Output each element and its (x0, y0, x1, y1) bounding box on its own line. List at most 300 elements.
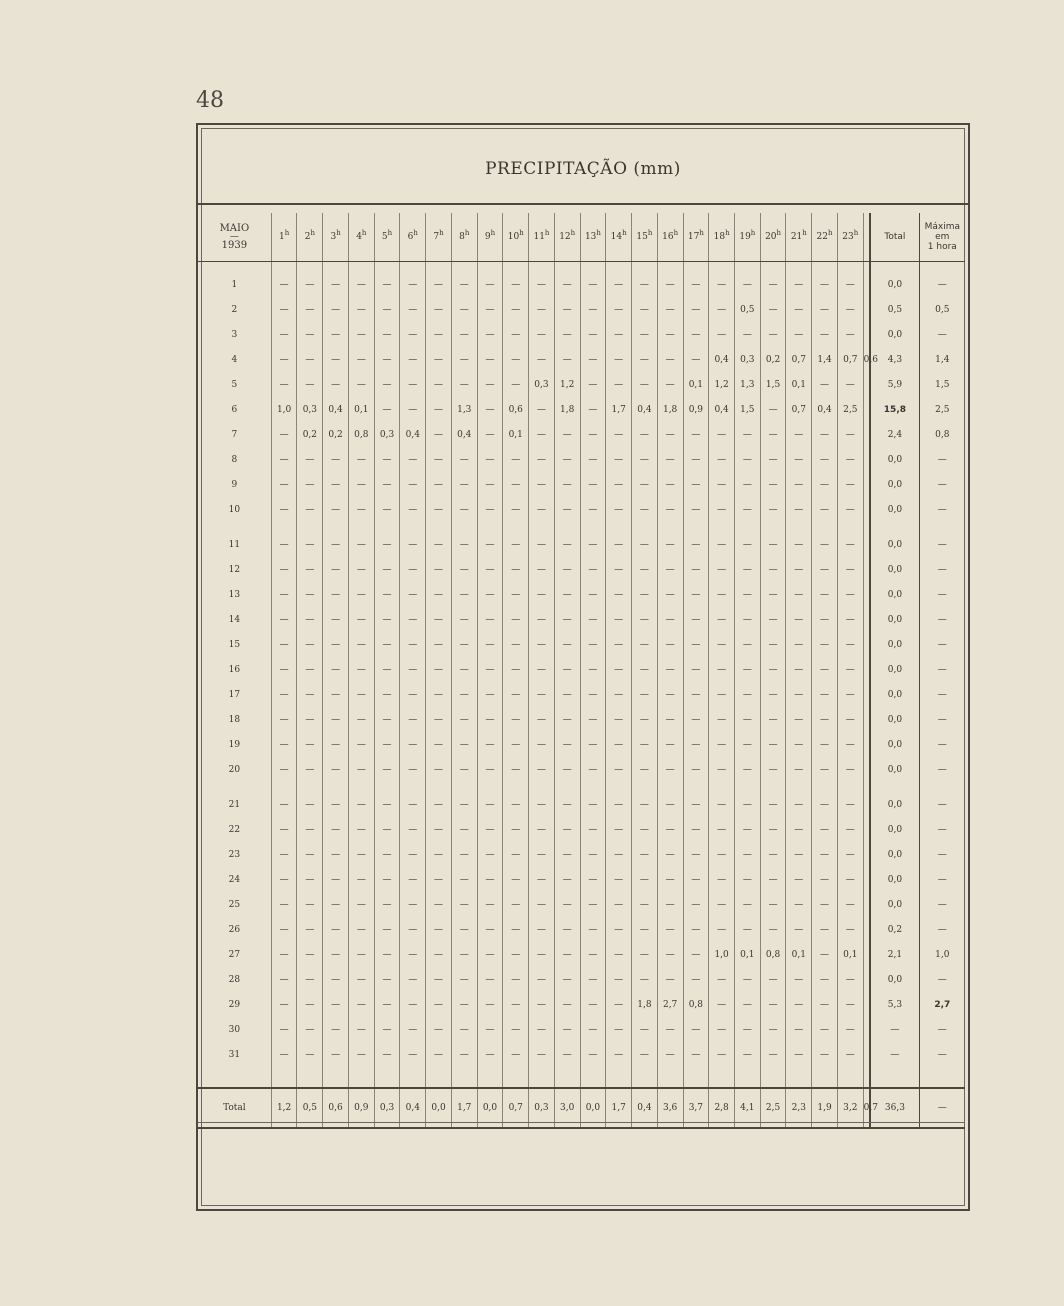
hour-cell: — (657, 757, 683, 782)
hour-cell: — (348, 447, 374, 472)
spacer-cell (426, 782, 452, 792)
row-total-cell: 0,0 (870, 892, 919, 917)
hour-header: 10$^h$ (503, 213, 529, 262)
spacer-cell (529, 782, 555, 792)
hour-header: 4$^h$ (348, 213, 374, 262)
hour-cell: — (348, 532, 374, 557)
hour-cell: — (323, 272, 349, 297)
hour-cell: — (477, 657, 503, 682)
hour-cell: — (271, 992, 297, 1017)
day-column-header (198, 213, 271, 262)
hour-cell: 0,4 (709, 397, 735, 422)
hour-cell: — (529, 967, 555, 992)
hour-cell: — (451, 682, 477, 707)
hour-cell: — (606, 842, 632, 867)
day-cell: 18 (228, 714, 241, 725)
hour-cell: — (683, 447, 709, 472)
hour-cell: 0,4 (632, 397, 658, 422)
spacer-row (198, 782, 965, 792)
hour-cell: — (632, 842, 658, 867)
hour-cell: — (529, 297, 555, 322)
hour-cell: — (374, 682, 400, 707)
table-row (198, 322, 965, 347)
hour-cell: — (451, 607, 477, 632)
row-total-cell: 0,0 (870, 967, 919, 992)
hour-cell: — (426, 657, 452, 682)
hour-total-cell: 0,3 (374, 1088, 400, 1128)
table-row (198, 732, 965, 757)
hour-cell: — (632, 497, 658, 522)
row-total-cell: 0,0 (870, 582, 919, 607)
hour-cell: — (657, 372, 683, 397)
hour-header: 2$^h$ (297, 213, 323, 262)
hour-cell: — (529, 867, 555, 892)
hour-cell: — (297, 372, 323, 397)
hour-cell: — (812, 447, 838, 472)
hour-cell: — (786, 297, 812, 322)
spacer-row (198, 1067, 965, 1088)
row-max-cell: — (919, 842, 965, 867)
hour-cell: — (374, 817, 400, 842)
extra-cell (863, 632, 870, 657)
extra-cell (863, 792, 870, 817)
hour-cell: — (683, 532, 709, 557)
hour-cell: — (554, 472, 580, 497)
row-max-cell: — (919, 582, 965, 607)
hour-cell: 1,0 (709, 942, 735, 967)
hour-cell: — (271, 707, 297, 732)
hour-cell: — (580, 347, 606, 372)
table-row (198, 582, 965, 607)
spacer-cell (529, 522, 555, 532)
hour-cell: — (786, 842, 812, 867)
hour-cell: — (709, 532, 735, 557)
hour-cell: — (709, 472, 735, 497)
hour-cell: — (709, 557, 735, 582)
hour-cell: — (580, 272, 606, 297)
hour-cell: — (271, 322, 297, 347)
spacer-cell (760, 262, 786, 273)
day-cell: 10 (228, 504, 241, 515)
table-row (198, 917, 965, 942)
hour-cell: — (374, 607, 400, 632)
spacer-cell (554, 522, 580, 532)
hour-cell: — (786, 582, 812, 607)
hour-cell: — (271, 892, 297, 917)
hour-cell: — (374, 792, 400, 817)
hour-cell: — (657, 917, 683, 942)
hour-cell: — (837, 582, 863, 607)
hour-cell: — (271, 657, 297, 682)
row-total-cell: 0,0 (870, 732, 919, 757)
hour-cell: — (477, 1017, 503, 1042)
hour-cell: — (503, 607, 529, 632)
day-cell: 27 (228, 949, 241, 960)
extra-cell (863, 557, 870, 582)
spacer-cell (297, 1067, 323, 1088)
hour-cell: — (580, 867, 606, 892)
hour-cell: — (760, 842, 786, 867)
row-total-cell: — (870, 1017, 919, 1042)
hour-cell: — (760, 422, 786, 447)
hour-cell: — (477, 582, 503, 607)
hour-cell: — (503, 557, 529, 582)
row-max-cell: — (919, 967, 965, 992)
row-total-cell: 2,1 (870, 942, 919, 967)
hour-cell: — (709, 682, 735, 707)
hour-cell: — (606, 967, 632, 992)
row-total-cell: 0,0 (870, 867, 919, 892)
extra-cell (863, 732, 870, 757)
spacer-cell (400, 262, 426, 273)
hour-cell: — (323, 657, 349, 682)
spacer-cell (348, 522, 374, 532)
hour-cell: — (348, 607, 374, 632)
hour-cell: — (400, 297, 426, 322)
hour-cell: — (297, 867, 323, 892)
hour-cell: — (683, 497, 709, 522)
spacer-cell (503, 262, 529, 273)
hour-cell: — (503, 1042, 529, 1067)
hour-cell: — (709, 967, 735, 992)
row-total-cell: 5,3 (870, 992, 919, 1017)
hour-cell: — (323, 942, 349, 967)
row-max-cell: 1,0 (919, 942, 965, 967)
hour-cell: — (606, 657, 632, 682)
hour-cell: — (786, 1017, 812, 1042)
hour-cell: 0,4 (451, 422, 477, 447)
spacer-cell (632, 262, 658, 273)
spacer-cell (426, 1067, 452, 1088)
hour-cell: — (760, 707, 786, 732)
hour-cell: — (606, 992, 632, 1017)
hour-cell: — (709, 842, 735, 867)
hour-cell: — (426, 422, 452, 447)
hour-header: 8$^h$ (451, 213, 477, 262)
hour-cell: — (503, 757, 529, 782)
spacer-cell (271, 262, 297, 273)
table-row (198, 372, 965, 397)
hour-total-cell: 0,5 (297, 1088, 323, 1128)
spacer-cell (348, 262, 374, 273)
hour-total-cell: 3,2 (837, 1088, 863, 1128)
hour-cell: — (683, 632, 709, 657)
spacer-cell (863, 262, 870, 273)
hour-cell: — (348, 942, 374, 967)
hour-cell: — (323, 607, 349, 632)
row-max-cell: 2,5 (919, 397, 965, 422)
day-cell: 6 (231, 404, 238, 415)
day-cell: 11 (228, 539, 241, 550)
hour-cell: 1,3 (451, 397, 477, 422)
hour-cell: — (451, 372, 477, 397)
spacer-cell (271, 522, 297, 532)
extra-cell (863, 472, 870, 497)
hour-cell: — (734, 497, 760, 522)
hour-cell: — (426, 992, 452, 1017)
spacer-cell (297, 782, 323, 792)
hour-cell: — (760, 992, 786, 1017)
hour-cell: — (760, 917, 786, 942)
hour-cell: — (348, 842, 374, 867)
hour-cell: — (760, 732, 786, 757)
hour-cell: — (426, 1017, 452, 1042)
hour-cell: — (606, 607, 632, 632)
hour-cell: — (606, 682, 632, 707)
hour-cell: — (709, 867, 735, 892)
hour-cell: — (606, 532, 632, 557)
hour-cell: — (683, 967, 709, 992)
hour-cell: — (837, 607, 863, 632)
spacer-cell (657, 522, 683, 532)
hour-cell: — (554, 732, 580, 757)
hour-cell: — (297, 1017, 323, 1042)
spacer-cell (400, 782, 426, 792)
extra-cell (863, 397, 870, 422)
hour-cell: — (529, 272, 555, 297)
spacer-cell (870, 262, 919, 273)
hour-cell: — (734, 792, 760, 817)
hour-cell: — (297, 347, 323, 372)
row-max-cell: — (919, 657, 965, 682)
hour-cell: — (812, 582, 838, 607)
hour-cell: — (400, 992, 426, 1017)
hour-cell: — (529, 397, 555, 422)
hour-cell: — (812, 792, 838, 817)
hour-cell: — (426, 632, 452, 657)
header-row (198, 213, 965, 262)
hour-cell: — (734, 917, 760, 942)
hour-cell: — (786, 657, 812, 682)
hour-cell: — (837, 967, 863, 992)
hour-cell: — (503, 732, 529, 757)
extra-cell (863, 497, 870, 522)
spacer-cell (919, 1067, 965, 1088)
table-row (198, 942, 965, 967)
hour-cell: — (529, 632, 555, 657)
hour-cell: — (400, 472, 426, 497)
hour-total-cell: 3,0 (554, 1088, 580, 1128)
hour-cell: — (297, 657, 323, 682)
spacer-cell (198, 522, 271, 532)
hour-cell: — (271, 447, 297, 472)
row-max-cell: 1,4 (919, 347, 965, 372)
hour-cell: — (554, 842, 580, 867)
hour-cell: — (477, 707, 503, 732)
hour-cell: — (477, 967, 503, 992)
hour-cell: — (709, 992, 735, 1017)
hour-cell: — (734, 472, 760, 497)
spacer-cell (580, 522, 606, 532)
hour-cell: 1,4 (812, 347, 838, 372)
hour-cell: — (503, 867, 529, 892)
row-max-cell: 0,5 (919, 297, 965, 322)
hour-cell: — (426, 472, 452, 497)
hour-cell: — (426, 792, 452, 817)
table-row (198, 497, 965, 522)
hour-cell: — (271, 532, 297, 557)
row-total-cell: 0,0 (870, 472, 919, 497)
hour-cell: — (477, 397, 503, 422)
hour-cell: — (348, 732, 374, 757)
day-cell: 26 (228, 924, 241, 935)
hour-cell: — (426, 917, 452, 942)
day-cell: 24 (228, 874, 241, 885)
hour-cell: — (374, 917, 400, 942)
hour-cell: — (734, 557, 760, 582)
hour-cell: 1,8 (657, 397, 683, 422)
spacer-cell (812, 262, 838, 273)
hour-cell: — (426, 707, 452, 732)
hour-cell: — (580, 532, 606, 557)
hour-cell: — (451, 732, 477, 757)
hour-cell: — (760, 447, 786, 472)
hour-cell: — (709, 892, 735, 917)
spacer-cell (606, 262, 632, 273)
hour-cell: — (451, 1042, 477, 1067)
hour-cell: — (297, 472, 323, 497)
hour-cell: 0,2 (297, 422, 323, 447)
hour-cell: — (477, 1042, 503, 1067)
hour-cell: — (554, 682, 580, 707)
hour-cell: — (451, 817, 477, 842)
row-max-cell: — (919, 272, 965, 297)
hour-cell: 0,3 (529, 372, 555, 397)
table-row (198, 557, 965, 582)
hour-cell: — (837, 1017, 863, 1042)
hour-cell: — (580, 842, 606, 867)
hour-cell: — (554, 272, 580, 297)
hour-cell: — (760, 1042, 786, 1067)
hour-cell: — (657, 867, 683, 892)
hour-cell: — (400, 842, 426, 867)
hour-cell: 2,7 (657, 992, 683, 1017)
hour-cell: 0,9 (683, 397, 709, 422)
hour-cell: — (271, 272, 297, 297)
row-total-cell: 0,2 (870, 917, 919, 942)
hour-cell: — (683, 792, 709, 817)
hour-cell: — (580, 447, 606, 472)
row-max-cell: — (919, 792, 965, 817)
hour-cell: — (323, 447, 349, 472)
hour-cell: — (451, 942, 477, 967)
extra-cell (863, 422, 870, 447)
day-cell: 9 (231, 479, 238, 490)
hour-cell: 0,6 (503, 397, 529, 422)
hour-cell: — (451, 297, 477, 322)
hour-cell: — (400, 347, 426, 372)
hour-cell: — (812, 1017, 838, 1042)
table-row (198, 447, 965, 472)
hour-cell: — (709, 757, 735, 782)
row-total-cell: 0,0 (870, 682, 919, 707)
hour-cell: — (529, 422, 555, 447)
hour-cell: — (632, 682, 658, 707)
hour-cell: — (786, 967, 812, 992)
extra-cell (863, 707, 870, 732)
hour-cell: — (426, 347, 452, 372)
hour-cell: — (426, 842, 452, 867)
hour-cell: — (529, 657, 555, 682)
hour-cell: — (657, 497, 683, 522)
hour-cell: — (400, 272, 426, 297)
row-max-cell: — (919, 757, 965, 782)
spacer-cell (760, 522, 786, 532)
hour-cell: — (580, 1017, 606, 1042)
hour-cell: — (323, 707, 349, 732)
spacer-cell (323, 782, 349, 792)
hour-cell: 0,8 (683, 992, 709, 1017)
hour-cell: — (348, 272, 374, 297)
hour-cell: 0,4 (709, 347, 735, 372)
hour-header: 16$^h$ (657, 213, 683, 262)
totals-label: Total (198, 1088, 271, 1128)
hour-cell: — (451, 992, 477, 1017)
day-cell: 12 (228, 564, 241, 575)
hour-cell: — (837, 322, 863, 347)
hour-cell: — (606, 942, 632, 967)
row-total-cell: — (870, 1042, 919, 1067)
day-cell: 29 (228, 999, 241, 1010)
spacer-cell (812, 522, 838, 532)
table-body (198, 262, 965, 1129)
hour-cell: — (400, 942, 426, 967)
hour-cell: — (580, 607, 606, 632)
hour-cell: — (374, 397, 400, 422)
hour-header: 23$^h$ (837, 213, 863, 262)
spacer-cell (863, 522, 870, 532)
hour-cell: — (657, 1017, 683, 1042)
hour-total-cell: 0,0 (477, 1088, 503, 1128)
hour-cell: — (529, 1017, 555, 1042)
hour-cell: — (606, 422, 632, 447)
spacer-cell (323, 522, 349, 532)
hour-cell: — (580, 942, 606, 967)
hour-cell: — (734, 892, 760, 917)
hour-cell: — (632, 942, 658, 967)
hour-cell: — (426, 732, 452, 757)
extra-cell (863, 682, 870, 707)
hour-cell: — (426, 867, 452, 892)
hour-cell: — (374, 632, 400, 657)
hour-cell: — (426, 942, 452, 967)
hour-cell: — (374, 657, 400, 682)
hour-cell: — (297, 532, 323, 557)
spacer-cell (580, 262, 606, 273)
hour-cell: — (348, 557, 374, 582)
hour-cell: — (323, 817, 349, 842)
hour-cell: — (374, 447, 400, 472)
hour-cell: — (812, 842, 838, 867)
hour-cell: — (451, 322, 477, 347)
hour-cell: — (374, 497, 400, 522)
row-max-cell: — (919, 557, 965, 582)
hour-cell: — (632, 372, 658, 397)
hour-cell: — (323, 347, 349, 372)
hour-cell: — (323, 497, 349, 522)
hour-cell: — (606, 322, 632, 347)
hour-cell: — (580, 707, 606, 732)
hour-cell: — (632, 917, 658, 942)
hour-cell: — (323, 582, 349, 607)
table-row (198, 297, 965, 322)
hour-cell: — (323, 992, 349, 1017)
hour-cell: — (451, 347, 477, 372)
footer-box (198, 1122, 965, 1198)
hour-cell: — (683, 607, 709, 632)
row-max-cell: 1,5 (919, 372, 965, 397)
spacer-cell (657, 782, 683, 792)
